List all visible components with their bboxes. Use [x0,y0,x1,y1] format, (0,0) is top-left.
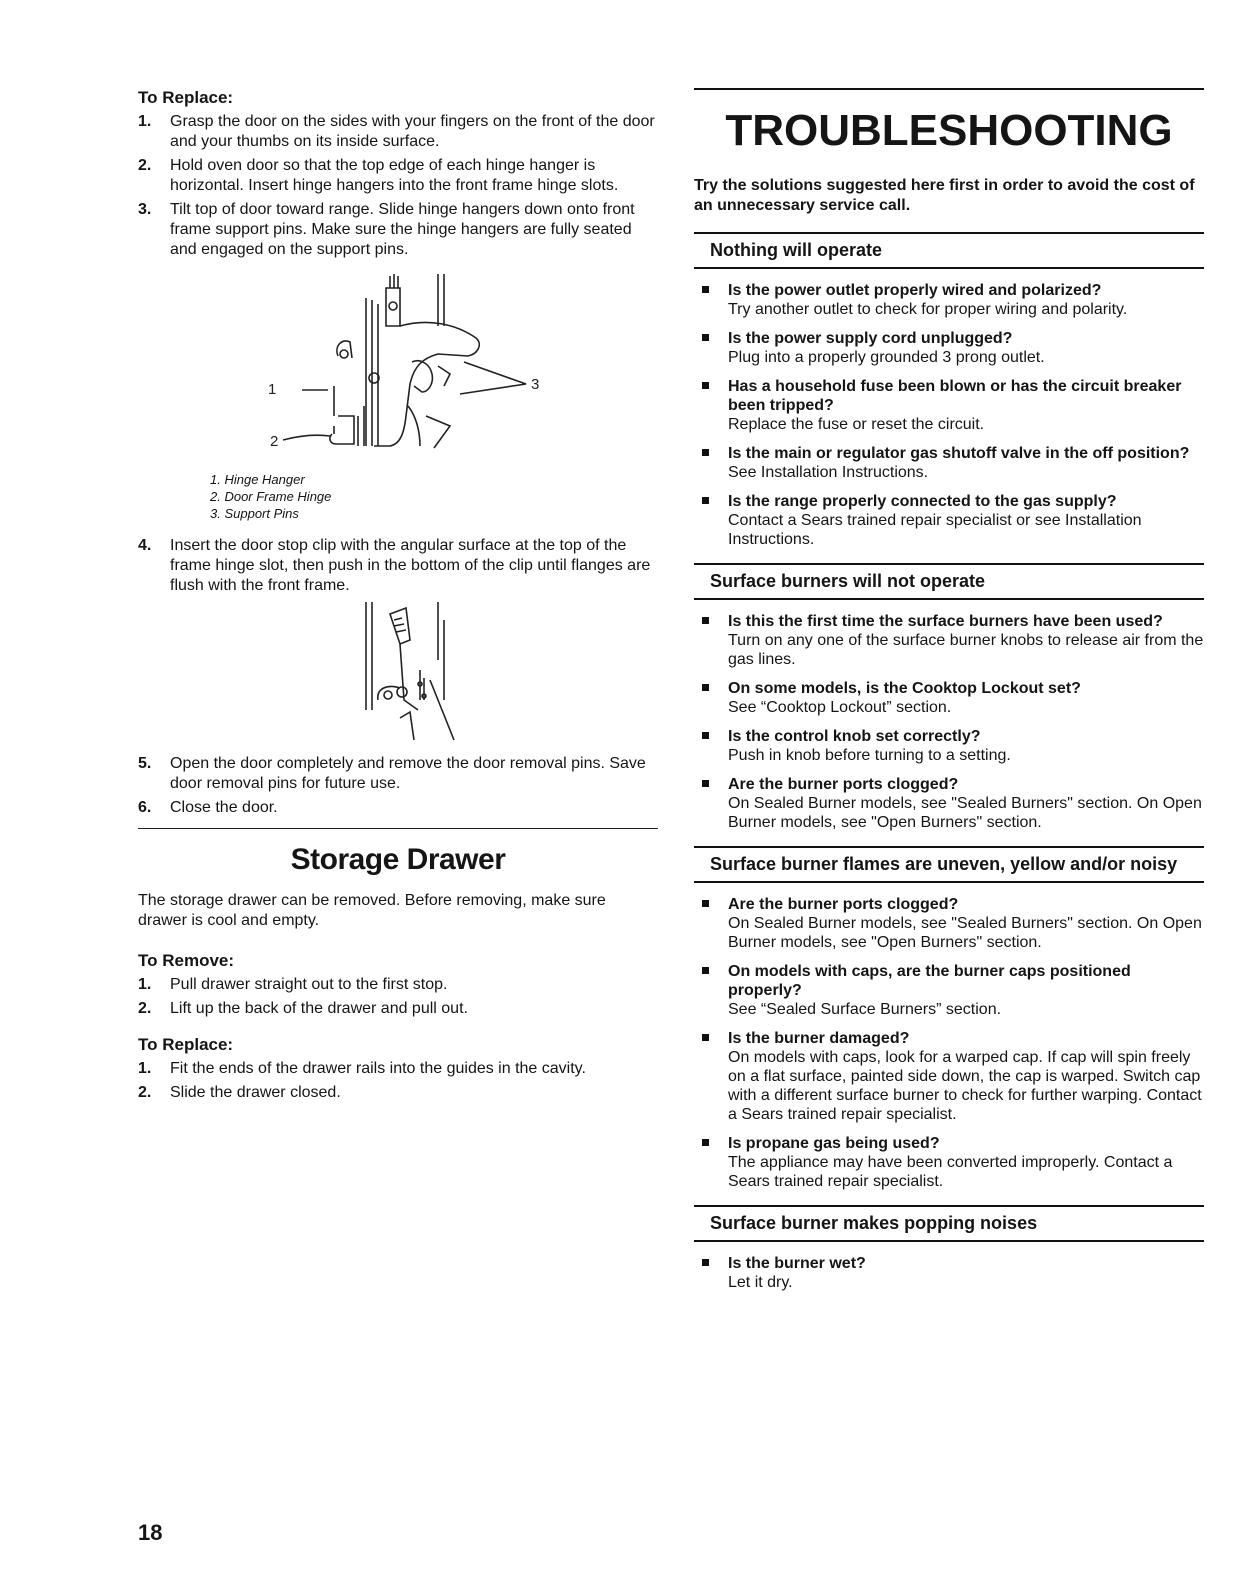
figure-captions [138,471,658,522]
section-divider [138,828,658,829]
question: Is the power supply cord unplugged? [728,330,1013,347]
answer: Replace the fuse or reset the circuit. [728,416,985,433]
step-item [138,1083,658,1103]
replace-steps-final [138,754,658,818]
hinge-plate [386,288,400,326]
answer: On Sealed Burner models, see "Sealed Burners" section. On Open Burner models, see "Open Burners" section. [728,795,1202,831]
answer: Push in knob before turning to a setting. [728,747,1011,764]
list-item [694,727,1204,765]
callout-2-label: 2 [270,433,279,450]
frame-lower-lines [358,406,364,446]
callout-3-label: 3 [531,376,540,393]
hinge-hole [389,302,397,310]
section-surface-burner-flames [694,846,1204,1191]
replace-steps-continued [138,536,658,596]
section-surface-burners-will-not-operate [694,563,1204,832]
section-nothing-will-operate [694,232,1204,549]
lower-pin [426,416,450,448]
answer: See Installation Instructions. [728,464,929,481]
bullet-icon [702,780,709,787]
hinge-diagram [138,266,658,471]
answer: The appliance may have been converted improperly. Contact a Sears trained repair specialist. [728,1154,1173,1190]
list-item [694,492,1204,549]
answer: Try another outlet to check for proper wiring and polarity. [728,301,1128,318]
question: On some models, is the Cooktop Lockout set? [728,680,1081,697]
caption-item: 3. Support Pins [210,506,299,521]
list-item [694,895,1204,952]
bullet-icon [702,497,709,504]
step-number: 5. [138,755,152,772]
bullet-icon [702,286,709,293]
question-list [694,1254,1204,1292]
bullet-icon [702,449,709,456]
step-text: Tilt top of door toward range. Slide hinge hangers down onto front frame support pins. Make sure the hinge hangers are fully seated and engaged on the support pins. [170,201,635,258]
bullet-icon [702,1034,709,1041]
answer: Contact a Sears trained repair specialist or see Installation Instructions. [728,512,1142,548]
list-item [694,612,1204,669]
troubleshooting-intro: Try the solutions suggested here first in order to avoid the cost of an unnecessary service call. [694,177,1195,214]
question: Is the burner wet? [728,1255,866,1272]
bullet-icon [702,967,709,974]
storage-drawer-title: Storage Drawer [290,843,506,876]
left-column [138,88,658,1107]
step-item [138,754,658,794]
list-item [694,444,1204,482]
answer: Let it dry. [728,1274,793,1291]
bullet-icon [702,900,709,907]
question-list [694,281,1204,549]
replace-drawer-steps [138,1059,658,1103]
frame-right-lines [438,602,444,700]
bullet-icon [702,684,709,691]
step-text: Insert the door stop clip with the angular surface at the top of the frame hinge slot, then push in the bottom of the clip until flanges are flush with the front frame. [170,537,651,594]
question: Is the main or regulator gas shutoff valve in the off position? [728,445,1190,462]
step-text: Fit the ends of the drawer rails into the guides in the cavity. [170,1060,586,1077]
lower-bracket [400,712,414,740]
step-number: 2. [138,1000,152,1017]
answer: See “Sealed Surface Burners” section. [728,1001,1002,1018]
bullet-icon [702,382,709,389]
question: Is the power outlet properly wired and polarized? [728,282,1102,299]
step-number: 4. [138,537,152,554]
frame-hole-large [397,687,407,697]
step-item [138,112,658,152]
list-item [694,1134,1204,1191]
step-text: Grasp the door on the sides with your fingers on the front of the door and your thumbs on its inside surface. [170,113,655,150]
troubleshooting-title: TROUBLESHOOTING [725,106,1173,155]
question: Is the range properly connected to the gas supply? [728,493,1117,510]
step-text: Open the door completely and remove the door removal pins. Save door removal pins for future use. [170,755,646,792]
step-item [138,798,658,818]
step-number: 2. [138,1084,152,1101]
step-text: Slide the drawer closed. [170,1084,341,1101]
list-item [694,329,1204,367]
question-list [694,895,1204,1191]
right-column [694,88,1204,1306]
step-number: 3. [138,201,152,218]
question: Has a household fuse been blown or has the circuit breaker been tripped? [728,378,1182,414]
answer: On models with caps, look for a warped cap. If cap will spin freely on a flat surface, painted side down, the cap is warped. Switch cap with a different surface burner to check for further warping. Contact a Sears trained repair specialist. [728,1049,1202,1123]
title-rule [694,88,1204,90]
step-item [138,200,658,260]
storage-drawer-intro: The storage drawer can be removed. Before removing, make sure drawer is cool and empty. [138,892,606,929]
question: Are the burner ports clogged? [728,896,959,913]
replace-steps [138,112,658,260]
step-item [138,999,658,1019]
question-list [694,612,1204,832]
remove-steps [138,975,658,1019]
caption-item: 2. Door Frame Hinge [210,489,332,504]
question: Is the control knob set correctly? [728,728,981,745]
bullet-icon [702,1259,709,1266]
frame-left-lines [366,602,372,710]
step-number: 1. [138,976,152,993]
list-item [694,775,1204,832]
clip-body [390,608,410,644]
caption-item: 1. Hinge Hanger [210,472,305,487]
callout-2-leader [283,435,330,440]
step-number: 1. [138,113,152,130]
step-text: Lift up the back of the drawer and pull out. [170,1000,468,1017]
question: Is the burner damaged? [728,1030,910,1047]
question: Is propane gas being used? [728,1135,940,1152]
clip-leg [400,644,418,710]
answer: See “Cooktop Lockout” section. [728,699,952,716]
list-item [694,377,1204,434]
remove-heading: To Remove: [138,951,235,970]
question: Is this the first time the surface burners have been used? [728,613,1163,630]
clip-illustration [138,600,658,748]
section-heading: Surface burners will not operate [694,563,1204,600]
answer: Turn on any one of the surface burner knobs to release air from the gas lines. [728,632,1204,668]
section-surface-burner-popping [694,1205,1204,1292]
bullet-icon [702,334,709,341]
step-number: 1. [138,1060,152,1077]
pin-arrow-shape [438,366,450,386]
answer: Plug into a properly grounded 3 prong outlet. [728,349,1045,366]
step-text: Pull drawer straight out to the first stop. [170,976,448,993]
lower-curve [408,406,420,446]
support-pin-curve [412,361,432,392]
step-number: 6. [138,799,152,816]
question: On models with caps, are the burner caps positioned properly? [728,963,1131,999]
list-item [694,1254,1204,1292]
list-item [694,679,1204,717]
hinge-illustration [138,266,658,471]
step-text: Close the door. [170,799,278,816]
replace-heading: To Replace: [138,88,234,107]
section-heading: Nothing will operate [694,232,1204,269]
frame-lines [366,298,378,446]
section-heading: Surface burner makes popping noises [694,1205,1204,1242]
answer: On Sealed Burner models, see "Sealed Burners" section. On Open Burner models, see "Open Burners" section. [728,915,1202,951]
frame-hole [384,691,392,699]
list-item [694,1029,1204,1124]
callout-3-leader [460,362,526,394]
step-text: Hold oven door so that the top edge of each hinge hanger is horizontal. Insert hinge hangers into the front frame hinge slots. [170,157,619,194]
step-item [138,536,658,596]
section-heading: Surface burner flames are uneven, yellow and/or noisy [694,846,1204,883]
list-item [694,281,1204,319]
page-number: 18 [138,1520,163,1545]
hinge-top-tabs [390,274,398,288]
door-edge-line [430,680,454,740]
callout-1-label: 1 [268,381,277,398]
door-stop-clip-diagram [138,600,658,748]
bullet-icon [702,1139,709,1146]
replace-drawer-heading: To Replace: [138,1035,234,1054]
hanger-hole [340,350,348,358]
step-number: 2. [138,157,152,174]
frame-top-lines [438,274,444,326]
list-item [694,962,1204,1019]
step-item [138,156,658,196]
step-item [138,975,658,995]
bullet-icon [702,617,709,624]
question: Are the burner ports clogged? [728,776,959,793]
bullet-icon [702,732,709,739]
hinge-hanger-body [374,322,479,446]
step-item [138,1059,658,1079]
